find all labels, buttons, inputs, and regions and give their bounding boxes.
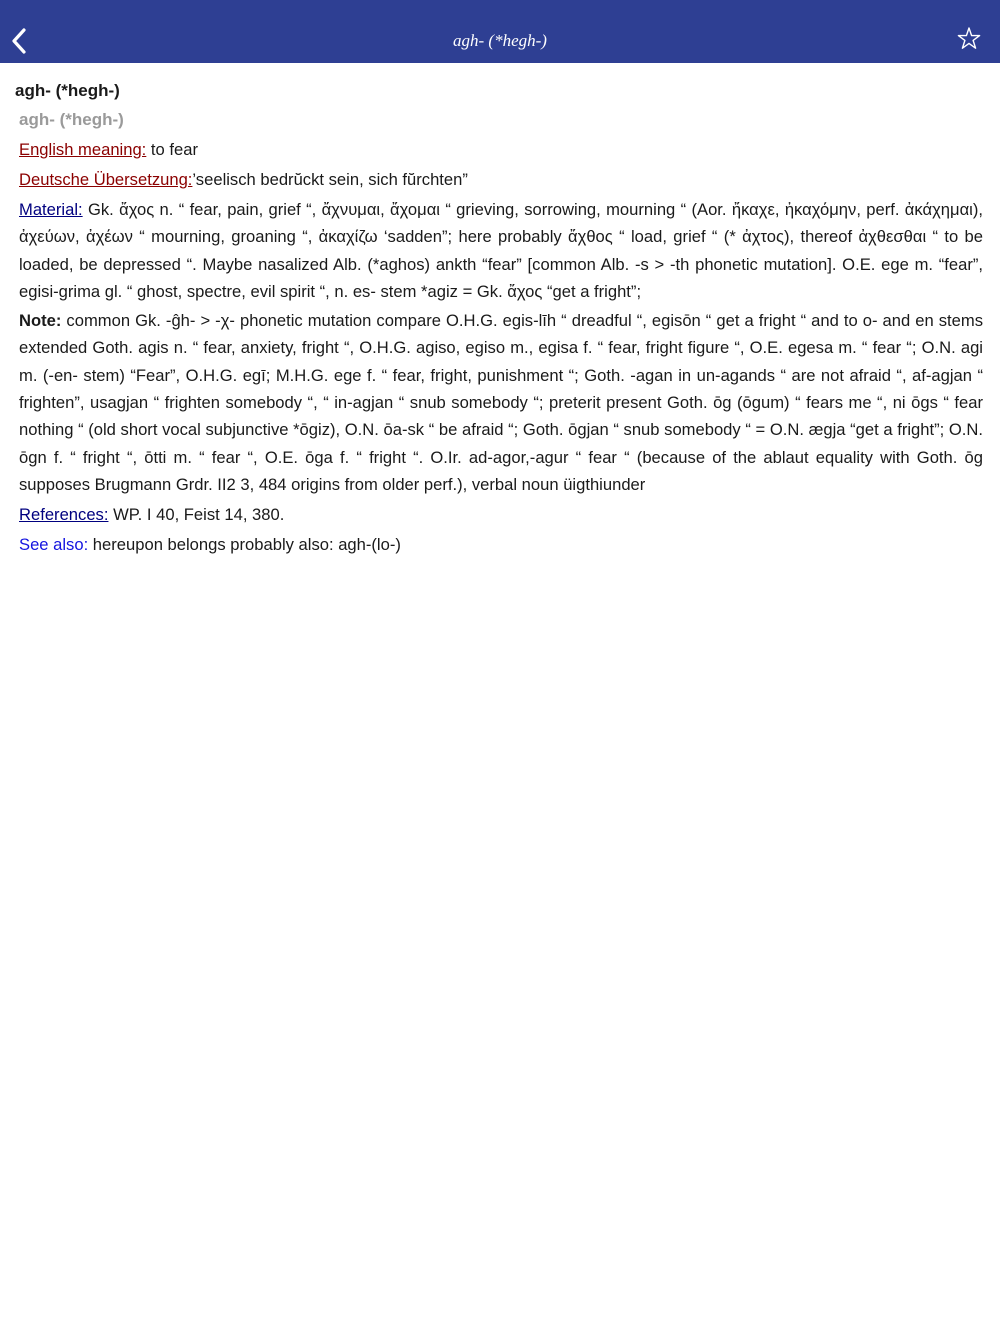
see-also-label[interactable]: See also: [19, 534, 89, 554]
english-meaning-value: to fear [146, 140, 198, 159]
see-also-row [17, 530, 983, 560]
entry-content [0, 63, 1000, 559]
english-meaning-label[interactable]: English meaning: [19, 140, 147, 159]
references-row [17, 500, 983, 530]
chevron-left-icon [6, 24, 32, 58]
note-value: common Gk. -ĝh- > -χ- phonetic mutation compare O.H.G. egis-līh “ dreadful “, egisōn “ get a fright “ and to o- and en stems extended Goth. agis n. “ fear, anxiety, fright “, O.H.G. agiso, egiso m., egisa f. “ fear, fright figure “, O.E. egesa m. “ fear “; O.N. agi m. (-en- stem) “Fear”, O.H.G. egī; M.H.G. ege f. “ fear, fright, punishment “; Goth. -agan in un-agands “ are not afraid “, af-agjan “ frighten”, usagjan “ frighten somebody “, “ in-agjan “ snub somebody “; preterit present Goth. ōg (ōgum) “ fears me “, ni ōgs “ fear nothing “ (old short vocal subjunctive *ōgiz), O.N. ōa-sk “ be afraid “; Goth. ōgjan “ snub somebody “ = O.N. ægja “get a fright”; O.N. ōgn f. “ fright “, ōtti m. “ fear “, O.E. ōga f. “ fright “. O.Ir. ad-agor,-agur “ fear “ (because of the ablaut equality with Goth. ōg supposes Brugmann Grdr. II2 3, 484 origins from older perf.), verbal noun üigthiunder [19, 311, 983, 494]
material-label[interactable]: Material: [19, 200, 83, 219]
note-label: Note: [19, 311, 62, 331]
german-translation-label[interactable]: Deutsche Übersetzung: [19, 169, 193, 189]
german-translation-row [17, 165, 983, 195]
references-label[interactable]: References: [19, 505, 109, 525]
page-title: agh- (*hegh-) [453, 31, 547, 50]
navigation-bar [0, 0, 1000, 63]
entry-subheadword: agh- (*hegh-) [19, 110, 124, 129]
material-value: Gk. ἄχος n. “ fear, pain, grief “, ἄχνυμαι, ἄχομαι “ grieving, sorrowing, mourning “ (Aor. ἤκαχε, ἠκαχόμην, perf. ἀκάχημαι), ἀχεύων, ἀχέων “ mourning, groaning “, ἀκαχίζω ‘sadden”; here probably ἄχθος “ load, grief “ (* ἀχτος), thereof ἀχθεσθαι “ to be loaded, be depressed “. Maybe nasalized Alb. (*aghos) ankth “fear” [common Alb. -s > -th phonetic mutation]. O.E. ege m. “fear”, egisi-grima gl. “ ghost, spectre, evil spirit “, n. es- stem *agiz = Gk. ἄχος “get a fright”; [19, 200, 983, 301]
entry-headword: agh- (*hegh-) [15, 81, 120, 100]
english-meaning-row [17, 135, 983, 165]
material-paragraph [17, 196, 983, 305]
star-outline-icon [956, 26, 982, 52]
german-translation-value: ’seelisch bedrŭckt sein, sich fŭrchten” [192, 169, 468, 189]
see-also-value: hereupon belongs probably also: agh-(lo-) [88, 534, 401, 554]
back-button[interactable] [6, 24, 32, 58]
note-paragraph [17, 307, 983, 498]
favorite-button[interactable] [956, 26, 982, 52]
references-value: WP. I 40, Feist 14, 380. [108, 505, 285, 525]
